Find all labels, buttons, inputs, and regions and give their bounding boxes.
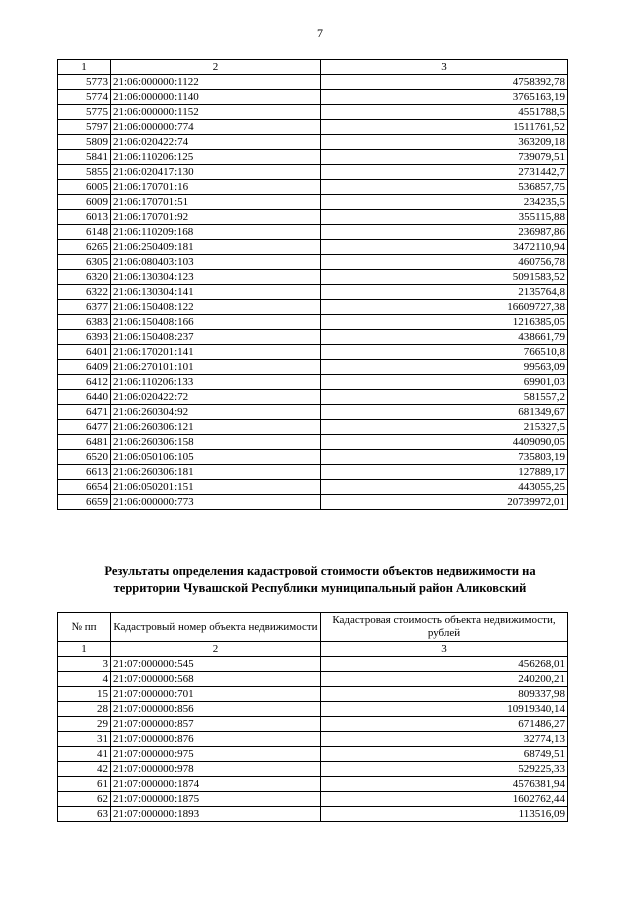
cadastral-number: 21:06:260306:181 (111, 465, 321, 480)
cadastral-value: 739079,51 (321, 150, 568, 165)
cadastral-number: 21:06:050106:105 (111, 450, 321, 465)
row-number: 5809 (58, 135, 111, 150)
cadastral-value: 234235,5 (321, 195, 568, 210)
table-row (58, 225, 568, 240)
cadastral-number: 21:07:000000:978 (111, 762, 321, 777)
cadastral-value: 32774,13 (321, 732, 568, 747)
row-number: 3 (58, 657, 111, 672)
cadastral-value: 2731442,7 (321, 165, 568, 180)
table-row (58, 255, 568, 270)
table-row (58, 792, 568, 807)
row-number: 6005 (58, 180, 111, 195)
row-number: 29 (58, 717, 111, 732)
table-row (58, 717, 568, 732)
table-row (58, 390, 568, 405)
row-number: 63 (58, 807, 111, 822)
cadastral-number: 21:06:260304:92 (111, 405, 321, 420)
cadastral-number: 21:07:000000:568 (111, 672, 321, 687)
cadastral-value: 20739972,01 (321, 495, 568, 510)
cadastral-number: 21:06:000000:1152 (111, 105, 321, 120)
cadastral-value: 69901,03 (321, 375, 568, 390)
cadastral-number: 21:06:020422:72 (111, 390, 321, 405)
cadastral-value: 581557,2 (321, 390, 568, 405)
column-number-2: 2 (111, 60, 321, 75)
table-row (58, 480, 568, 495)
cadastral-number: 21:07:000000:1875 (111, 792, 321, 807)
row-number: 5774 (58, 90, 111, 105)
cadastral-value: 215327,5 (321, 420, 568, 435)
table-title-row (58, 613, 568, 642)
section-heading-line-2: территории Чувашской Республики муниципальный район Аликовский (113, 581, 527, 595)
table-header-row (58, 642, 568, 657)
table-row (58, 657, 568, 672)
row-number: 6013 (58, 210, 111, 225)
table-row (58, 345, 568, 360)
row-number: 6305 (58, 255, 111, 270)
cadastral-value: 127889,17 (321, 465, 568, 480)
row-number: 62 (58, 792, 111, 807)
cadastral-number: 21:07:000000:857 (111, 717, 321, 732)
cadastral-value: 443055,25 (321, 480, 568, 495)
cadastral-value: 99563,09 (321, 360, 568, 375)
column-title-cadastral-value: Кадастровая стоимость объекта недвижимости, рублей (321, 613, 568, 642)
row-number: 6401 (58, 345, 111, 360)
cadastral-value: 809337,98 (321, 687, 568, 702)
table-row (58, 135, 568, 150)
cadastral-number: 21:07:000000:876 (111, 732, 321, 747)
table-row (58, 360, 568, 375)
cadastral-value: 536857,75 (321, 180, 568, 195)
cadastral-value: 529225,33 (321, 762, 568, 777)
table-row (58, 807, 568, 822)
cadastral-value: 363209,18 (321, 135, 568, 150)
column-number-1: 1 (58, 60, 111, 75)
row-number: 6520 (58, 450, 111, 465)
table-row (58, 180, 568, 195)
table-row (58, 702, 568, 717)
cadastral-number: 21:06:110206:133 (111, 375, 321, 390)
cadastral-number: 21:06:250409:181 (111, 240, 321, 255)
row-number: 5775 (58, 105, 111, 120)
table-row (58, 450, 568, 465)
row-number: 5773 (58, 75, 111, 90)
cadastral-value: 5091583,52 (321, 270, 568, 285)
cadastral-value: 681349,67 (321, 405, 568, 420)
cadastral-value: 1602762,44 (321, 792, 568, 807)
row-number: 6412 (58, 375, 111, 390)
row-number: 5855 (58, 165, 111, 180)
table-header-row (58, 60, 568, 75)
cadastral-value: 2135764,8 (321, 285, 568, 300)
cadastral-number: 21:07:000000:975 (111, 747, 321, 762)
table-row (58, 210, 568, 225)
cadastral-number: 21:06:080403:103 (111, 255, 321, 270)
cadastral-table-alikovsky (57, 612, 568, 822)
column-number-3: 3 (321, 642, 568, 657)
table-row (58, 777, 568, 792)
table-row (58, 330, 568, 345)
cadastral-value: 68749,51 (321, 747, 568, 762)
row-number: 6383 (58, 315, 111, 330)
table-row (58, 687, 568, 702)
row-number: 6009 (58, 195, 111, 210)
cadastral-number: 21:06:020417:130 (111, 165, 321, 180)
table-row (58, 732, 568, 747)
cadastral-value: 671486,27 (321, 717, 568, 732)
table-row (58, 495, 568, 510)
cadastral-number: 21:07:000000:545 (111, 657, 321, 672)
row-number: 28 (58, 702, 111, 717)
table-row (58, 75, 568, 90)
table-row (58, 435, 568, 450)
cadastral-value: 10919340,14 (321, 702, 568, 717)
table-row (58, 747, 568, 762)
cadastral-value: 1216385,05 (321, 315, 568, 330)
table-row (58, 120, 568, 135)
cadastral-value: 4409090,05 (321, 435, 568, 450)
section-heading (40, 563, 600, 597)
table-row (58, 195, 568, 210)
cadastral-number: 21:06:150408:237 (111, 330, 321, 345)
table-row (58, 105, 568, 120)
cadastral-number: 21:06:270101:101 (111, 360, 321, 375)
cadastral-value: 4576381,94 (321, 777, 568, 792)
row-number: 6477 (58, 420, 111, 435)
cadastral-value: 460756,78 (321, 255, 568, 270)
cadastral-value: 438661,79 (321, 330, 568, 345)
cadastral-value: 735803,19 (321, 450, 568, 465)
row-number: 5797 (58, 120, 111, 135)
cadastral-number: 21:06:000000:774 (111, 120, 321, 135)
cadastral-number: 21:07:000000:701 (111, 687, 321, 702)
row-number: 6265 (58, 240, 111, 255)
page-number: 7 (317, 26, 323, 40)
cadastral-value: 16609727,38 (321, 300, 568, 315)
cadastral-value: 4551788,5 (321, 105, 568, 120)
cadastral-value: 236987,86 (321, 225, 568, 240)
cadastral-number: 21:07:000000:1874 (111, 777, 321, 792)
table-row (58, 315, 568, 330)
cadastral-value: 3765163,19 (321, 90, 568, 105)
section-heading-line-1: Результаты определения кадастровой стоимости объектов недвижимости на (104, 564, 536, 578)
cadastral-value: 766510,8 (321, 345, 568, 360)
cadastral-number: 21:07:000000:856 (111, 702, 321, 717)
cadastral-value: 3472110,94 (321, 240, 568, 255)
row-number: 41 (58, 747, 111, 762)
cadastral-number: 21:06:000000:1140 (111, 90, 321, 105)
row-number: 6481 (58, 435, 111, 450)
cadastral-number: 21:06:170701:51 (111, 195, 321, 210)
table-row (58, 165, 568, 180)
row-number: 42 (58, 762, 111, 777)
table-row (58, 285, 568, 300)
cadastral-number: 21:06:170701:16 (111, 180, 321, 195)
row-number: 6409 (58, 360, 111, 375)
table-row (58, 375, 568, 390)
table-row (58, 90, 568, 105)
row-number: 6654 (58, 480, 111, 495)
row-number: 6613 (58, 465, 111, 480)
row-number: 61 (58, 777, 111, 792)
table-row (58, 420, 568, 435)
column-number-2: 2 (111, 642, 321, 657)
row-number: 6393 (58, 330, 111, 345)
column-number-3: 3 (321, 60, 568, 75)
cadastral-value: 4758392,78 (321, 75, 568, 90)
table-row (58, 405, 568, 420)
cadastral-number: 21:06:050201:151 (111, 480, 321, 495)
cadastral-value: 355115,88 (321, 210, 568, 225)
cadastral-number: 21:06:260306:158 (111, 435, 321, 450)
table-row (58, 150, 568, 165)
table-row (58, 270, 568, 285)
cadastral-number: 21:07:000000:1893 (111, 807, 321, 822)
row-number: 6320 (58, 270, 111, 285)
cadastral-number: 21:06:000000:1122 (111, 75, 321, 90)
cadastral-number: 21:06:260306:121 (111, 420, 321, 435)
row-number: 6377 (58, 300, 111, 315)
row-number: 6471 (58, 405, 111, 420)
column-number-1: 1 (58, 642, 111, 657)
cadastral-number: 21:06:110209:168 (111, 225, 321, 240)
row-number: 31 (58, 732, 111, 747)
cadastral-number: 21:06:130304:123 (111, 270, 321, 285)
cadastral-number: 21:06:170201:141 (111, 345, 321, 360)
cadastral-number: 21:06:130304:141 (111, 285, 321, 300)
column-title-row-number: № пп (58, 613, 111, 642)
column-title-cadastral-number: Кадастровый номер объекта недвижимости (111, 613, 321, 642)
cadastral-value: 1511761,52 (321, 120, 568, 135)
table-row (58, 300, 568, 315)
row-number: 6148 (58, 225, 111, 240)
cadastral-value: 456268,01 (321, 657, 568, 672)
cadastral-number: 21:06:170701:92 (111, 210, 321, 225)
cadastral-table-district-06 (57, 59, 568, 510)
cadastral-number: 21:06:000000:773 (111, 495, 321, 510)
cadastral-value: 240200,21 (321, 672, 568, 687)
row-number: 5841 (58, 150, 111, 165)
cadastral-value: 113516,09 (321, 807, 568, 822)
table-row (58, 240, 568, 255)
row-number: 6440 (58, 390, 111, 405)
row-number: 4 (58, 672, 111, 687)
table-row (58, 762, 568, 777)
cadastral-number: 21:06:110206:125 (111, 150, 321, 165)
row-number: 6659 (58, 495, 111, 510)
cadastral-number: 21:06:020422:74 (111, 135, 321, 150)
cadastral-number: 21:06:150408:166 (111, 315, 321, 330)
table-row (58, 465, 568, 480)
table-row (58, 672, 568, 687)
cadastral-number: 21:06:150408:122 (111, 300, 321, 315)
row-number: 15 (58, 687, 111, 702)
row-number: 6322 (58, 285, 111, 300)
